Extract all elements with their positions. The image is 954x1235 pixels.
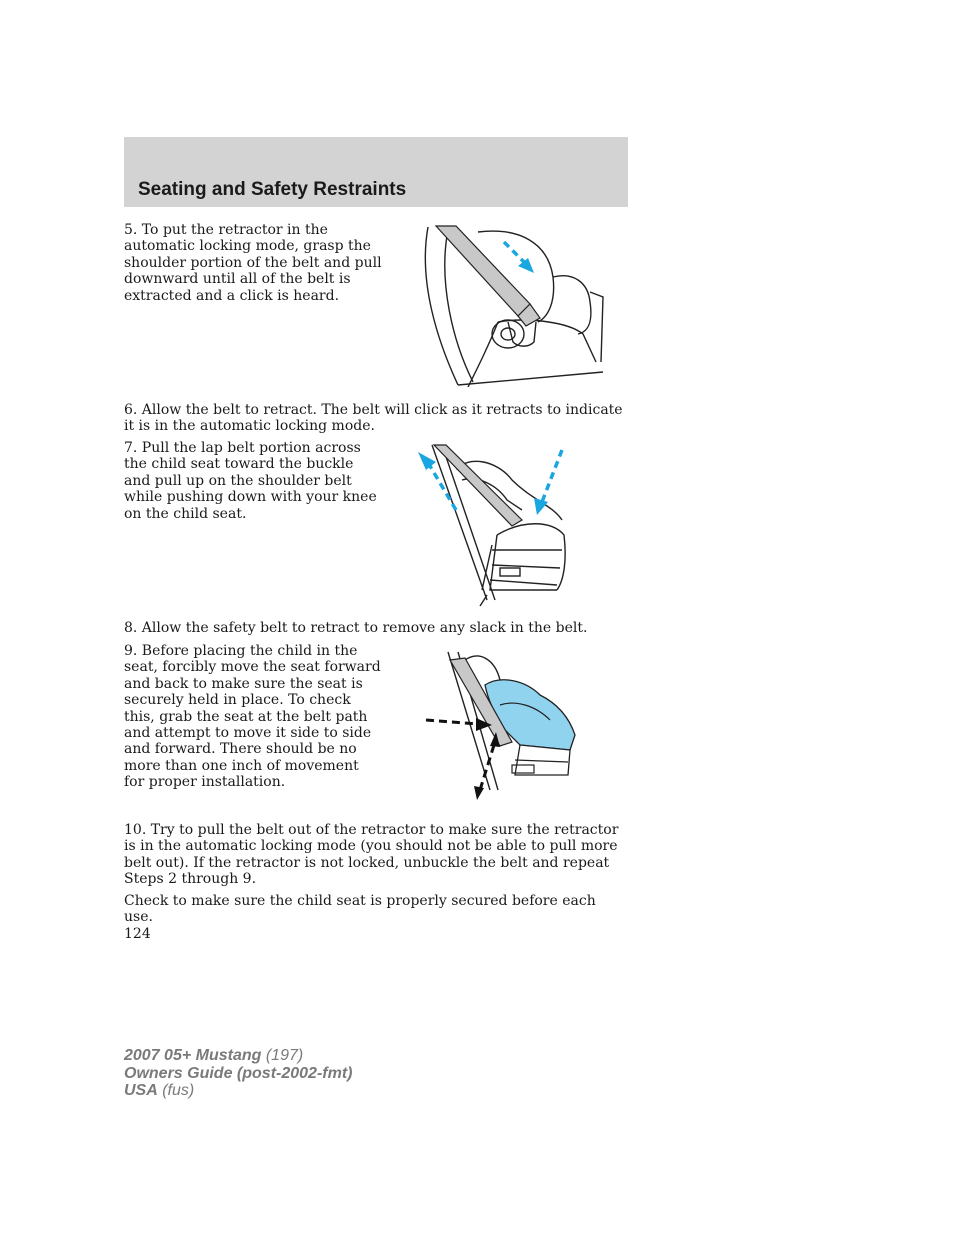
footer-guide-name: Owners Guide (post-2002-fmt) xyxy=(124,1064,353,1082)
document-footer xyxy=(124,1047,352,1100)
footer-model: 2007 05+ Mustang xyxy=(124,1047,262,1064)
footer-market-code: (fus) xyxy=(157,1082,195,1099)
footer-market: USA xyxy=(124,1082,158,1099)
step-8-text: 8. Allow the safety belt to retract to remove any slack in the belt. xyxy=(124,620,588,636)
footer-model-code: (197) xyxy=(261,1047,304,1064)
footer-line-3 xyxy=(124,1082,352,1100)
closing-note: Check to make sure the child seat is properly secured before each use. xyxy=(124,893,596,926)
page-number: 124 xyxy=(124,926,151,942)
step-9-text: 9. Before placing the child in the seat, forcibly move the seat forward and back to make sure the seat is securely held in place. To check this, grab the seat at the belt path and attempt to move it side to side and forward. There should be no more than one inch of movement for proper installation. xyxy=(124,643,381,791)
footer-line-2 xyxy=(124,1065,352,1083)
footer-line-1 xyxy=(124,1047,352,1065)
figure-shoulder-belt-pull xyxy=(418,222,608,387)
figure-seat-movement-check xyxy=(420,650,580,805)
section-header-band xyxy=(124,137,628,207)
section-title: Seating and Safety Restraints xyxy=(138,179,407,200)
step-6-text: 6. Allow the belt to retract. The belt will click as it retracts to indicate it is in the automatic locking mode. xyxy=(124,402,623,435)
step-5-text: 5. To put the retractor in the automatic locking mode, grasp the shoulder portion of the belt and pull downward until all of the belt is extracted and a click is heard. xyxy=(124,222,382,304)
step-10-text: 10. Try to pull the belt out of the retractor to make sure the retractor is in the automatic locking mode (you should not be able to pull more belt out). If the retractor is not locked, unbuckle the belt and repeat Steps 2 through 9. xyxy=(124,822,619,888)
figure-lap-belt-across-seat xyxy=(412,440,572,608)
step-7-text: 7. Pull the lap belt portion across the child seat toward the buckle and pull up on the shoulder belt while pushing down with your knee on the child seat. xyxy=(124,440,377,522)
